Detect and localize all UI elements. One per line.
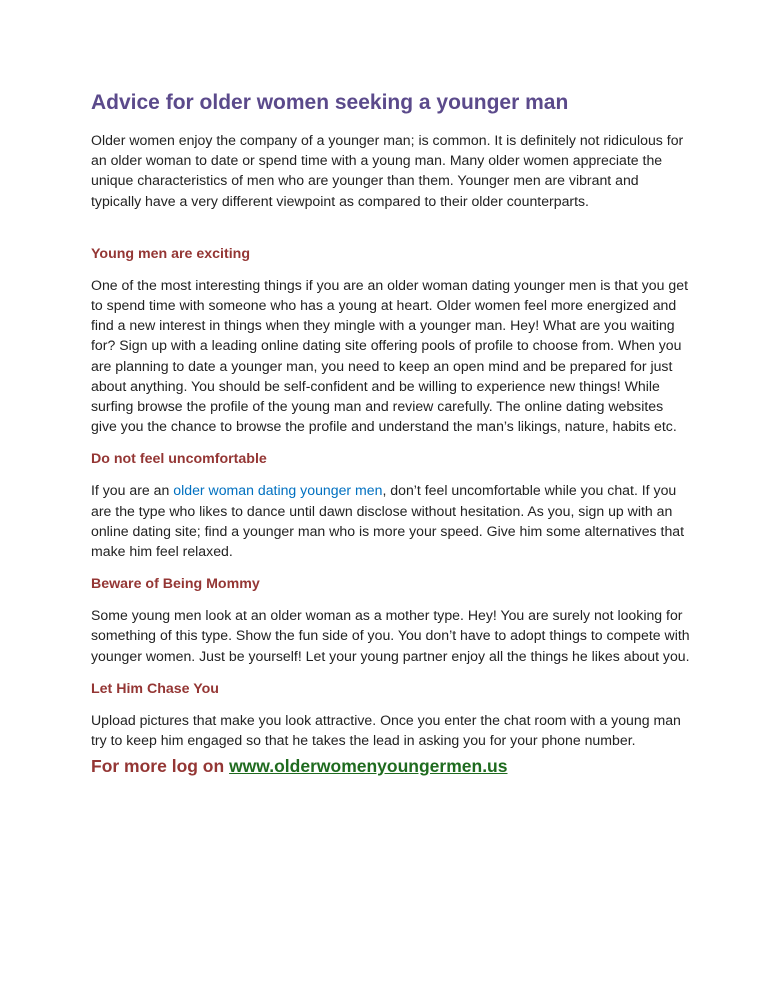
section-body-do-not-feel-uncomfortable	[91, 480, 691, 561]
footer-prefix: For more log on	[91, 756, 230, 777]
section-heading-do-not-feel-uncomfortable: Do not feel uncomfortable	[91, 451, 267, 468]
section-body-let-him-chase-you: Upload pictures that make you look attractive. Once you enter the chat room with a young man try to keep him engaged so that he takes the lead in asking you for your phone number.	[91, 711, 681, 749]
body-text-before-link: If you are an	[91, 482, 174, 499]
footer-line	[91, 754, 691, 778]
section-body-beware-of-being-mommy: Some young men look at an older woman as a mother type. Hey! You are surely not looking for something of this type. Show the fun side of you. You don’t have to adopt things to compete with younger women. Just be yourself! Let your young partner enjoy all the things he likes about you.	[91, 607, 690, 664]
section-body-young-men-exciting: One of the most interesting things if you are an older woman dating younger men is that you get to spend time with someone who has a young at heart. Older women feel more energized and find a new interest in things when they mingle with a younger man. Hey! What are you waiting for? Sign up with a leading online dating site offering pools of profile to choose from. When you are planning to date a younger man, you need to keep an open mind and be prepared for just about anything. You should be self-confident and be willing to experience new things! While surfing browse the profile of the young man and review carefully. The online dating websites give you the chance to browse the profile and understand the man’s likings, nature, habits etc.	[91, 276, 688, 435]
document-content	[91, 90, 691, 778]
section-heading-beware-of-being-mommy: Beware of Being Mommy	[91, 576, 260, 593]
intro-paragraph: Older women enjoy the company of a younger man; is common. It is definitely not ridiculous for an older woman to date or spend time with a young man. Many older women appreciate the unique characteristics of men who are younger than them. Younger men are vibrant and typically have a very different viewpoint as compared to their older counterparts.	[91, 132, 684, 209]
section-heading-let-him-chase-you: Let Him Chase You	[91, 680, 219, 697]
body-text-after-link: , don’t feel uncomfortable while you chat. If you are the type who likes to dance until dawn disclose without hesitation. As you, sign up with an online dating site; find a younger man who is more your speed. Give him some alternatives that make him feel relaxed.	[91, 482, 685, 560]
older-woman-dating-link[interactable]: older woman dating younger men	[173, 482, 383, 499]
page-title: Advice for older women seeking a younger man	[91, 91, 569, 114]
footer-website-link[interactable]: www.olderwomenyoungermen.us	[229, 756, 508, 777]
section-heading-young-men-exciting: Young men are exciting	[91, 245, 250, 262]
